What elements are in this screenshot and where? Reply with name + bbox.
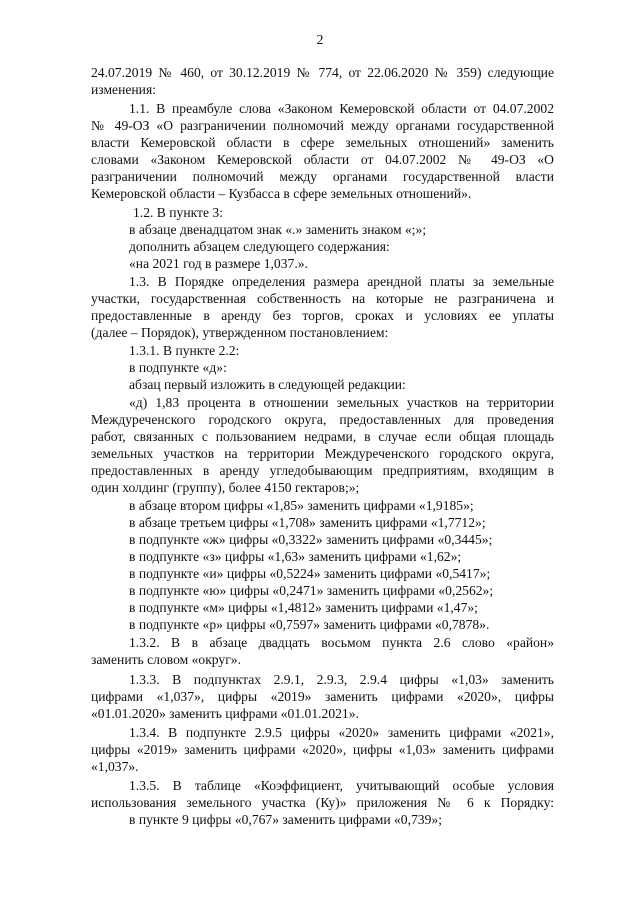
- text-line: цифрами «1,037», цифры «2019» заменить цифрами «2020», цифры: [91, 689, 554, 704]
- text-line: 1.3.5. В таблице «Коэффициент, учитывающий особые условия: [129, 778, 554, 793]
- text-line: «д) 1,83 процента в отношении земельных участков на территории: [129, 395, 554, 410]
- text-line: участки, государственная собственность на которые не разграничена и: [91, 291, 554, 306]
- text-line: словами «Законом Кемеровской области от 04.07.2002 № 49-ОЗ «О: [91, 152, 554, 167]
- text-line: предоставленные в аренду без торгов, сроках и условиях ее уплаты: [91, 308, 554, 323]
- text-line: работ, связанных с пользованием недрами, в случае если общая площадь: [91, 429, 554, 444]
- text-line: в подпункте «ж» цифры «0,3322» заменить цифрами «0,3445»;: [129, 532, 493, 547]
- text-line: один холдинг (группу), более 4150 гектаров;»;: [91, 480, 360, 495]
- text-line: власти Кемеровской области в сфере земельных отношений» заменить: [91, 135, 554, 150]
- text-line: «01.01.2020» заменить цифрами «01.01.2021».: [91, 706, 359, 721]
- text-line: 1.3.2. В в абзаце двадцать восьмом пункта 2.6 слово «район»: [129, 635, 554, 650]
- text-line: Кемеровской области – Кузбасса в сфере земельных отношений».: [91, 186, 472, 201]
- text-line: заменить словом «округ».: [91, 652, 241, 667]
- text-line: 1.1. В преамбуле слова «Законом Кемеровской области от 04.07.2002: [129, 101, 554, 116]
- text-line: в подпункте «р» цифры «0,7597» заменить цифрами «0,7878».: [129, 617, 490, 632]
- text-line: 1.3. В Порядке определения размера арендной платы за земельные: [129, 274, 554, 289]
- text-line: 24.07.2019 № 460, от 30.12.2019 № 774, от 22.06.2020 № 359) следующие: [91, 65, 554, 80]
- text-line: 1.3.1. В пункте 2.2:: [129, 343, 240, 358]
- text-line: 1.3.4. В подпункте 2.9.5 цифры «2020» заменить цифрами «2021»,: [129, 725, 554, 740]
- text-line: в подпункте «м» цифры «1,4812» заменить цифрами «1,47»;: [129, 600, 478, 615]
- text-line: в подпункте «и» цифры «0,5224» заменить цифрами «0,5417»;: [129, 566, 491, 581]
- text-line: № 49-ОЗ «О разграничении полномочий между органами государственной: [91, 118, 554, 133]
- text-line: (далее – Порядок), утвержденном постановлением:: [91, 325, 389, 340]
- text-line: в подпункте «з» цифры «1,63» заменить цифрами «1,62»;: [129, 549, 462, 564]
- text-line: 1.2. В пункте 3:: [133, 205, 223, 220]
- text-line: абзац первый изложить в следующей редакции:: [129, 377, 406, 392]
- text-line: цифры «2019» заменить цифрами «2020», цифры «1,03» заменить цифрами: [91, 742, 554, 757]
- text-line: в абзаце двенадцатом знак «.» заменить знаком «;»;: [129, 222, 427, 237]
- text-line: предоставленных в аренду угледобывающим предприятиям, входящим в: [91, 463, 554, 478]
- text-line: в пункте 9 цифры «0,767» заменить цифрами «0,739»;: [129, 812, 442, 827]
- text-line: «на 2021 год в размере 1,037.».: [129, 256, 308, 271]
- text-line: «1,037».: [91, 759, 139, 774]
- page-number: 2: [316, 33, 324, 48]
- text-line: в абзаце третьем цифры «1,708» заменить цифрами «1,7712»;: [129, 515, 486, 530]
- text-line: в подпункте «д»:: [129, 360, 227, 375]
- text-line: дополнить абзацем следующего содержания:: [129, 239, 390, 254]
- text-line: земельных участков на территории Междуреченского городского округа,: [91, 446, 554, 461]
- text-line: в подпункте «ю» цифры «0,2471» заменить цифрами «0,2562»;: [129, 583, 494, 598]
- text-line: 1.3.3. В подпунктах 2.9.1, 2.9.3, 2.9.4 цифры «1,03» заменить: [129, 672, 554, 687]
- text-line: Междуреченского городского округа, предоставленных для проведения: [91, 412, 554, 427]
- text-line: использования земельного участка (Ку)» приложения № 6 к Порядку:: [91, 795, 554, 810]
- text-line: изменения:: [91, 82, 156, 97]
- text-line: разграничении полномочий между органами государственной власти: [91, 169, 554, 184]
- text-line: в абзаце втором цифры «1,85» заменить цифрами «1,9185»;: [129, 498, 474, 513]
